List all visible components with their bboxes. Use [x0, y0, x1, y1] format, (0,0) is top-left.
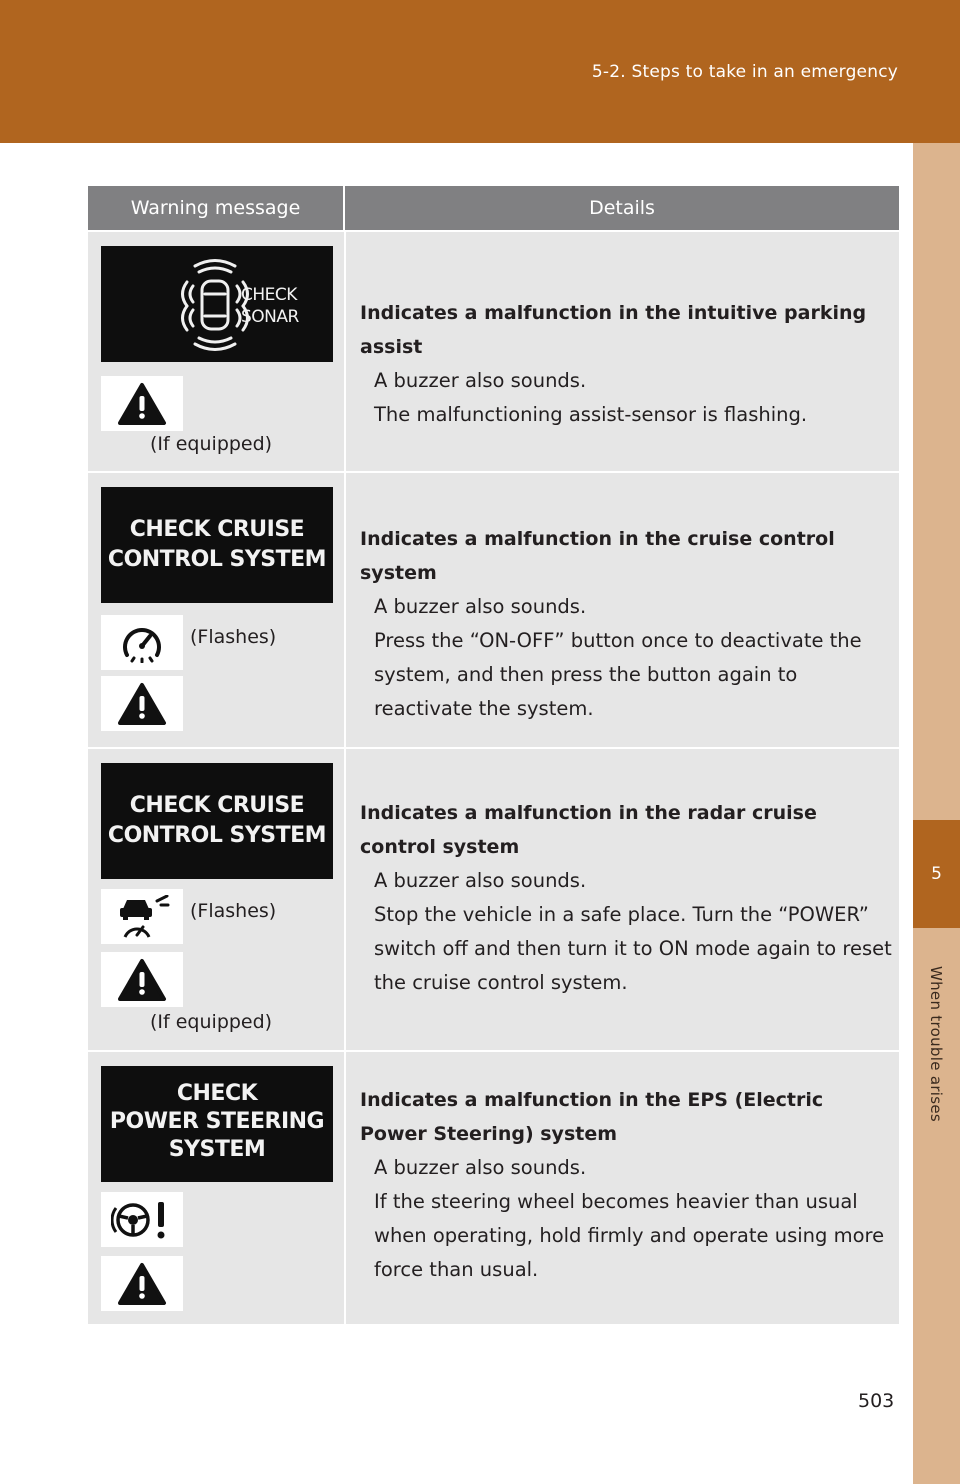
page-number: 503 [858, 1390, 895, 1412]
chapter-side-tab [913, 143, 960, 1484]
cruise-display-icon [101, 487, 333, 603]
detail-line: A buzzer also sounds. [374, 369, 587, 392]
master-warning-icon [101, 1256, 183, 1311]
flashes-note: (Flashes) [190, 900, 277, 922]
column-header-details: Details [589, 197, 655, 219]
chapter-title: When trouble arises [927, 965, 945, 1123]
cruise-control-indicator-icon [101, 615, 183, 670]
eps-warning-icon [101, 1192, 183, 1247]
eps-display-text: CHECK POWER STEERING SYSTEM [109, 1081, 325, 1162]
column-header-warning: Warning message [88, 186, 345, 230]
if-equipped-note: (If equipped) [150, 1011, 273, 1033]
detail-line: A buzzer also sounds. [374, 1156, 587, 1179]
radar-cruise-display-icon [101, 763, 333, 879]
table-row [88, 747, 899, 1050]
master-warning-icon [101, 676, 183, 731]
section-title: 5-2. Steps to take in an emergency [591, 62, 898, 82]
eps-display-icon [101, 1066, 333, 1182]
warning-table [88, 186, 899, 1324]
chapter-number: 5 [913, 820, 960, 928]
detail-line: Stop the vehicle in a safe place. Turn the “POWER” switch off and then turn it to ON mode again to reset the cruise control system. [374, 903, 892, 994]
detail-line: A buzzer also sounds. [374, 595, 587, 618]
detail-line: The malfunctioning assist-sensor is flashing. [374, 403, 808, 426]
table-header [88, 186, 899, 230]
page-header [0, 0, 960, 143]
master-warning-icon [101, 376, 183, 431]
table-row [88, 230, 899, 471]
detail-title: Indicates a malfunction in the EPS (Electric Power Steering) system [360, 1089, 824, 1145]
table-row [88, 471, 899, 747]
detail-title: Indicates a malfunction in the cruise control system [360, 528, 835, 584]
detail-title: Indicates a malfunction in the intuitive parking assist [360, 302, 867, 358]
if-equipped-note: (If equipped) [150, 433, 273, 455]
sonar-display-text: CHECK SONAR [241, 285, 299, 327]
cruise-display-text: CHECK CRUISE CONTROL SYSTEM [107, 517, 327, 572]
detail-title: Indicates a malfunction in the radar cruise control system [360, 802, 817, 858]
sonar-display-icon [101, 246, 333, 362]
row-details [360, 796, 895, 1000]
radar-cruise-indicator-icon [101, 889, 183, 944]
row-details [360, 1083, 895, 1287]
radar-cruise-display-text: CHECK CRUISE CONTROL SYSTEM [107, 793, 327, 848]
row-details [360, 522, 895, 726]
flashes-note: (Flashes) [190, 626, 277, 648]
table-row [88, 1050, 899, 1324]
row-details [360, 296, 895, 432]
master-warning-icon [101, 952, 183, 1007]
detail-line: If the steering wheel becomes heavier than usual when operating, hold firmly and operate using more force than usual. [374, 1190, 885, 1281]
detail-line: A buzzer also sounds. [374, 869, 587, 892]
detail-line: Press the “ON-OFF” button once to deactivate the system, and then press the button again to reactivate the system. [374, 629, 862, 720]
